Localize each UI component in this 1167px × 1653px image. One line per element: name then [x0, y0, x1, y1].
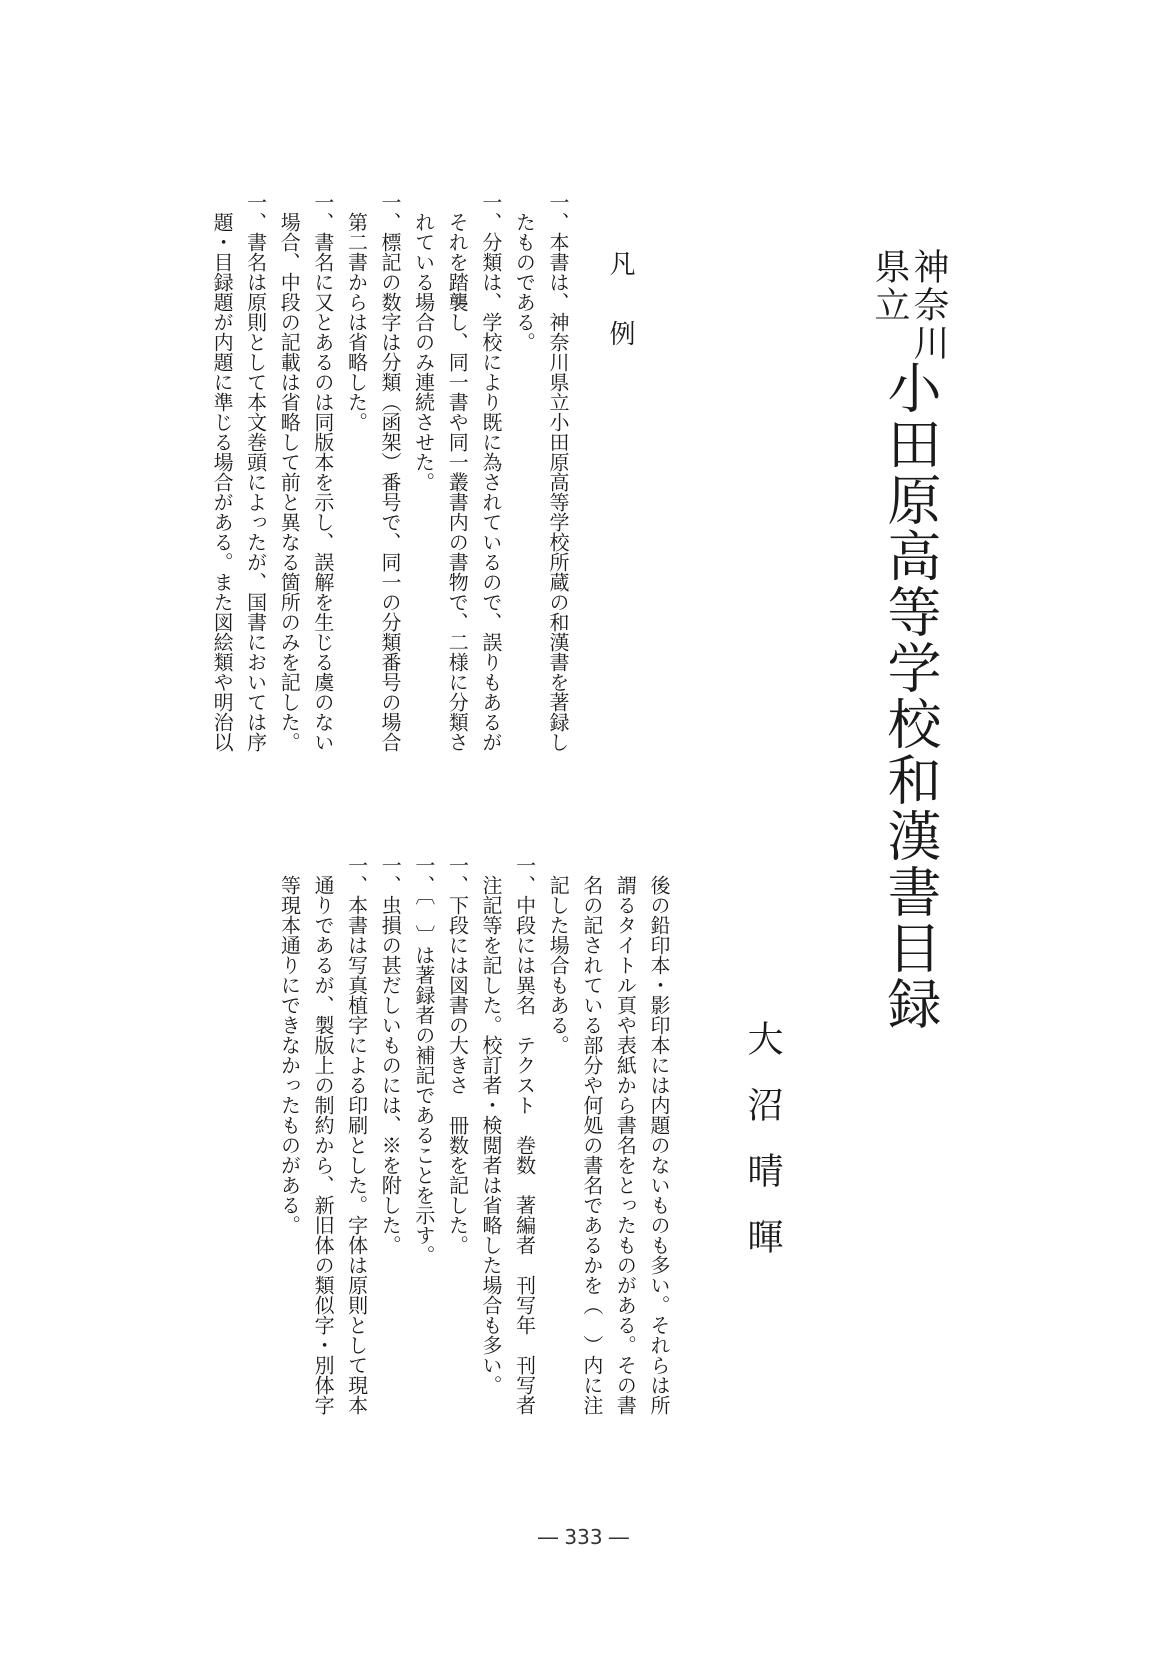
body-line: 第二書からは省略した。: [344, 212, 369, 432]
author-name: 大沼晴暉: [742, 1020, 783, 1284]
section-heading: 凡例: [605, 250, 635, 390]
body-line: 一、書名は原則として本文巻頭によったが、国書においては序: [243, 192, 268, 752]
body-line: 題・目録題が内題に準じる場合がある。また図絵類や明治以: [210, 212, 235, 752]
body-line: たものである。: [512, 212, 537, 352]
body-line: 一、分類は、学校により既に為されているので、誤りもあるが: [478, 192, 503, 752]
body-line: 場合、中段の記載は省略して前と異なる箇所のみを記した。: [277, 212, 302, 752]
document-title: 小田原高等学校和漢書目録: [879, 360, 942, 1032]
title-prefix-line2: 県立: [869, 248, 910, 324]
body-line: それを踏襲し、同一書や同一叢書内の書物で、二様に分類さ: [445, 212, 470, 752]
body-line: 一、下段には図書の大きさ 冊数を記した。: [445, 855, 470, 1255]
body-line: 等現本通りにできなかったものがある。: [277, 875, 302, 1235]
body-line: 後の鉛印本・影印本には内題のないものも多い。それらは所: [647, 875, 671, 1415]
body-line: 記した場合もある。: [546, 875, 571, 1055]
body-line: 一、虫損の甚だしいものには、※を附した。: [378, 855, 403, 1255]
body-line: れている場合のみ連続させた。: [411, 212, 436, 492]
body-line: 通りであるが、製版上の制約から、新旧体の類似字・別体字: [311, 875, 336, 1415]
title-prefix-line1: 神奈川: [908, 248, 949, 362]
body-line: 注記等を記した。校訂者・検閲者は省略した場合も多い。: [479, 875, 504, 1395]
body-line: 一、〔 〕は著録者の補記であることを示す。: [411, 855, 436, 1265]
body-line: 一、標記の数字は分類（函架）番号で、同一の分類番号の場合: [378, 192, 403, 752]
body-line: 一、書名に又とあるのは同版本を示し、誤解を生じる虞のない: [310, 192, 335, 752]
body-line: 一、本書は写真植字による印刷とした。字体は原則として現本: [344, 855, 369, 1415]
body-line: 一、中段には異名 テクスト 巻数 著編者 刊写年 刊写者: [512, 855, 537, 1415]
body-line: 名の記されている部分や何処の書名であるかを（ ）内に注: [579, 875, 604, 1415]
body-lower-tier: [205, 855, 675, 1435]
page-number: ― 333 ―: [538, 1525, 629, 1549]
body-upper-tier: [164, 192, 574, 832]
title-prefix: [870, 248, 948, 378]
body-line: 一、本書は、神奈川県立小田原高等学校所蔵の和漢書を著録し: [546, 192, 570, 752]
body-line: 謂るタイトル頁や表紙から書名をとったものがある。その書: [613, 875, 638, 1415]
